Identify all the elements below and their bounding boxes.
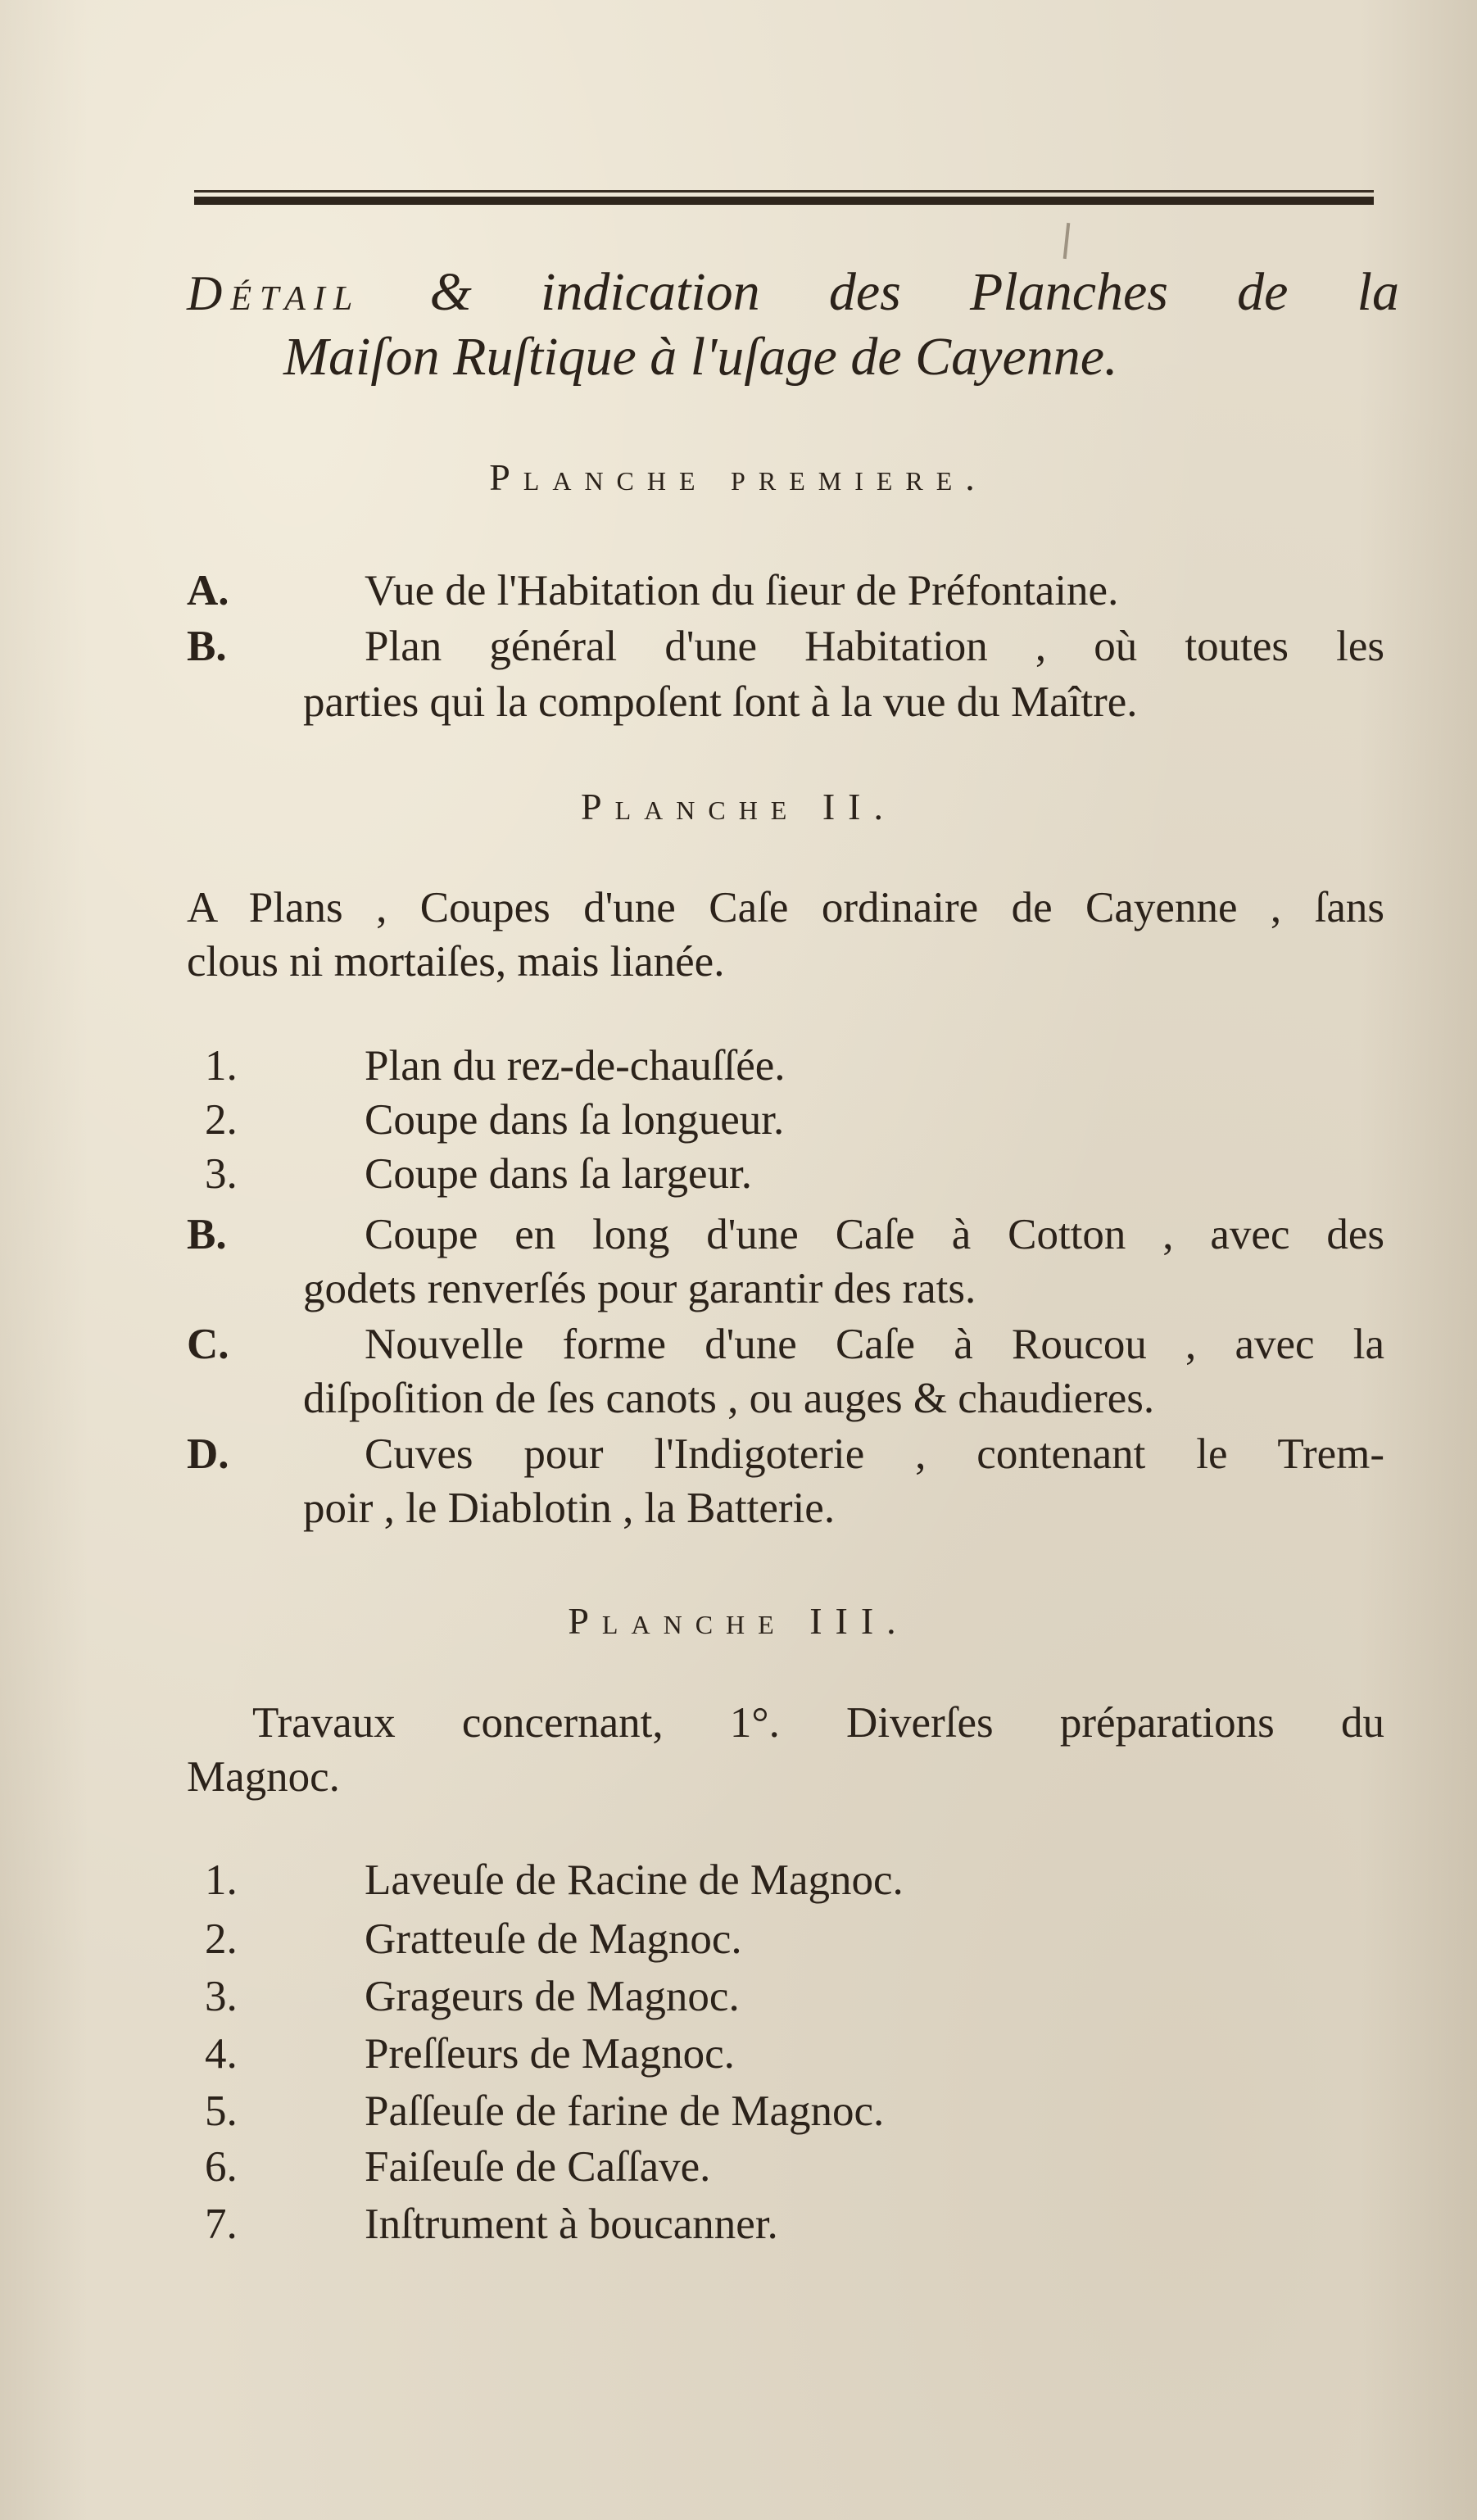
top-rule-thick bbox=[194, 197, 1374, 205]
item-label: B. bbox=[187, 623, 227, 670]
item-number: 1. bbox=[205, 1856, 238, 1904]
item-number: 1. bbox=[205, 1042, 238, 1090]
intro-rest: clous ni mortaiſes, mais lianée. bbox=[187, 938, 725, 986]
list-item bbox=[0, 1912, 1477, 1966]
item-text: Plan général d'une Habitation , où toutes les bbox=[365, 623, 1384, 670]
item-continuation: poir , le Diablotin , la Batterie. bbox=[303, 1484, 836, 1532]
item-label: D. bbox=[187, 1430, 229, 1478]
intro-first-line: Travaux concernant, 1°. Diverſes préparations du bbox=[252, 1699, 1384, 1747]
item-text: Coupe dans ſa longueur. bbox=[365, 1096, 785, 1144]
list-item bbox=[0, 1039, 1477, 1093]
item-text: Inſtrument à boucanner. bbox=[365, 2200, 778, 2248]
list-item bbox=[0, 1147, 1477, 1201]
item-number: 2. bbox=[205, 1915, 238, 1963]
item-text: Laveuſe de Racine de Magnoc. bbox=[365, 1856, 904, 1904]
top-rule-thin bbox=[194, 190, 1374, 193]
item-text: Paſſeuſe de farine de Magnoc. bbox=[365, 2087, 885, 2135]
item-text: Cuves pour l'Indigoterie , contenant le Trem- bbox=[365, 1430, 1384, 1478]
item-number: 7. bbox=[205, 2200, 238, 2248]
list-item bbox=[0, 1208, 1477, 1262]
item-text: Plan du rez-de-chauſſée. bbox=[365, 1042, 786, 1090]
list-item bbox=[0, 2084, 1477, 2138]
page-title bbox=[187, 261, 1399, 389]
section-heading-planche-1: Planche premiere. bbox=[489, 456, 988, 498]
item-label: A. bbox=[187, 567, 229, 614]
section-heading-planche-2: Planche II. bbox=[581, 786, 896, 827]
title-lead-word: Détail bbox=[187, 266, 361, 320]
list-item bbox=[0, 619, 1477, 673]
list-item bbox=[0, 1969, 1477, 2024]
item-text: Nouvelle forme d'une Caſe à Roucou , avec la bbox=[365, 1321, 1384, 1368]
item-text: Coupe dans ſa largeur. bbox=[365, 1150, 752, 1198]
item-label: B. bbox=[187, 1211, 227, 1258]
list-item bbox=[0, 2140, 1477, 2194]
item-text: Vue de l'Habitation du ſieur de Préfontaine. bbox=[365, 567, 1119, 614]
item-text: Faiſeuſe de Caſſave. bbox=[365, 2143, 711, 2191]
item-number: 5. bbox=[205, 2087, 238, 2135]
list-item bbox=[0, 1853, 1477, 1907]
list-item bbox=[0, 2027, 1477, 2081]
ink-mark bbox=[1063, 223, 1071, 259]
item-number: 3. bbox=[205, 1150, 238, 1198]
item-number: 6. bbox=[205, 2143, 238, 2191]
section-intro bbox=[187, 1696, 1384, 1804]
section-intro bbox=[187, 881, 1384, 989]
list-item bbox=[0, 1093, 1477, 1147]
item-continuation: parties qui la compoſent ſont à la vue du Maître. bbox=[303, 678, 1138, 726]
list-item bbox=[0, 564, 1477, 618]
item-text: Preſſeurs de Magnoc. bbox=[365, 2030, 735, 2078]
item-number: 3. bbox=[205, 1973, 238, 2020]
list-item bbox=[0, 1427, 1477, 1481]
item-number: 4. bbox=[205, 2030, 238, 2078]
item-continuation: diſpoſition de ſes canots , ou auges & chaudieres. bbox=[303, 1375, 1155, 1422]
item-text: Coupe en long d'une Caſe à Cotton , avec des bbox=[365, 1211, 1384, 1258]
title-line-1 bbox=[187, 261, 1399, 325]
item-label: C. bbox=[187, 1321, 229, 1368]
item-text: Grageurs de Magnoc. bbox=[365, 1973, 740, 2020]
intro-rest: Magnoc. bbox=[187, 1753, 340, 1801]
item-continuation: godets renverſés pour garantir des rats. bbox=[303, 1265, 976, 1312]
intro-first-line: A Plans , Coupes d'une Caſe ordinaire de Cayenne , ſans bbox=[187, 884, 1384, 931]
section-heading-planche-3: Planche III. bbox=[568, 1600, 909, 1642]
title-line-2: Maiſon Ruſtique à l'uſage de Cayenne. bbox=[283, 327, 1118, 387]
item-text: Gratteuſe de Magnoc. bbox=[365, 1915, 742, 1963]
list-item bbox=[0, 2197, 1477, 2251]
title-line-1-rest: & indication des Planches de la bbox=[429, 262, 1400, 322]
item-number: 2. bbox=[205, 1096, 238, 1144]
list-item bbox=[0, 1317, 1477, 1371]
